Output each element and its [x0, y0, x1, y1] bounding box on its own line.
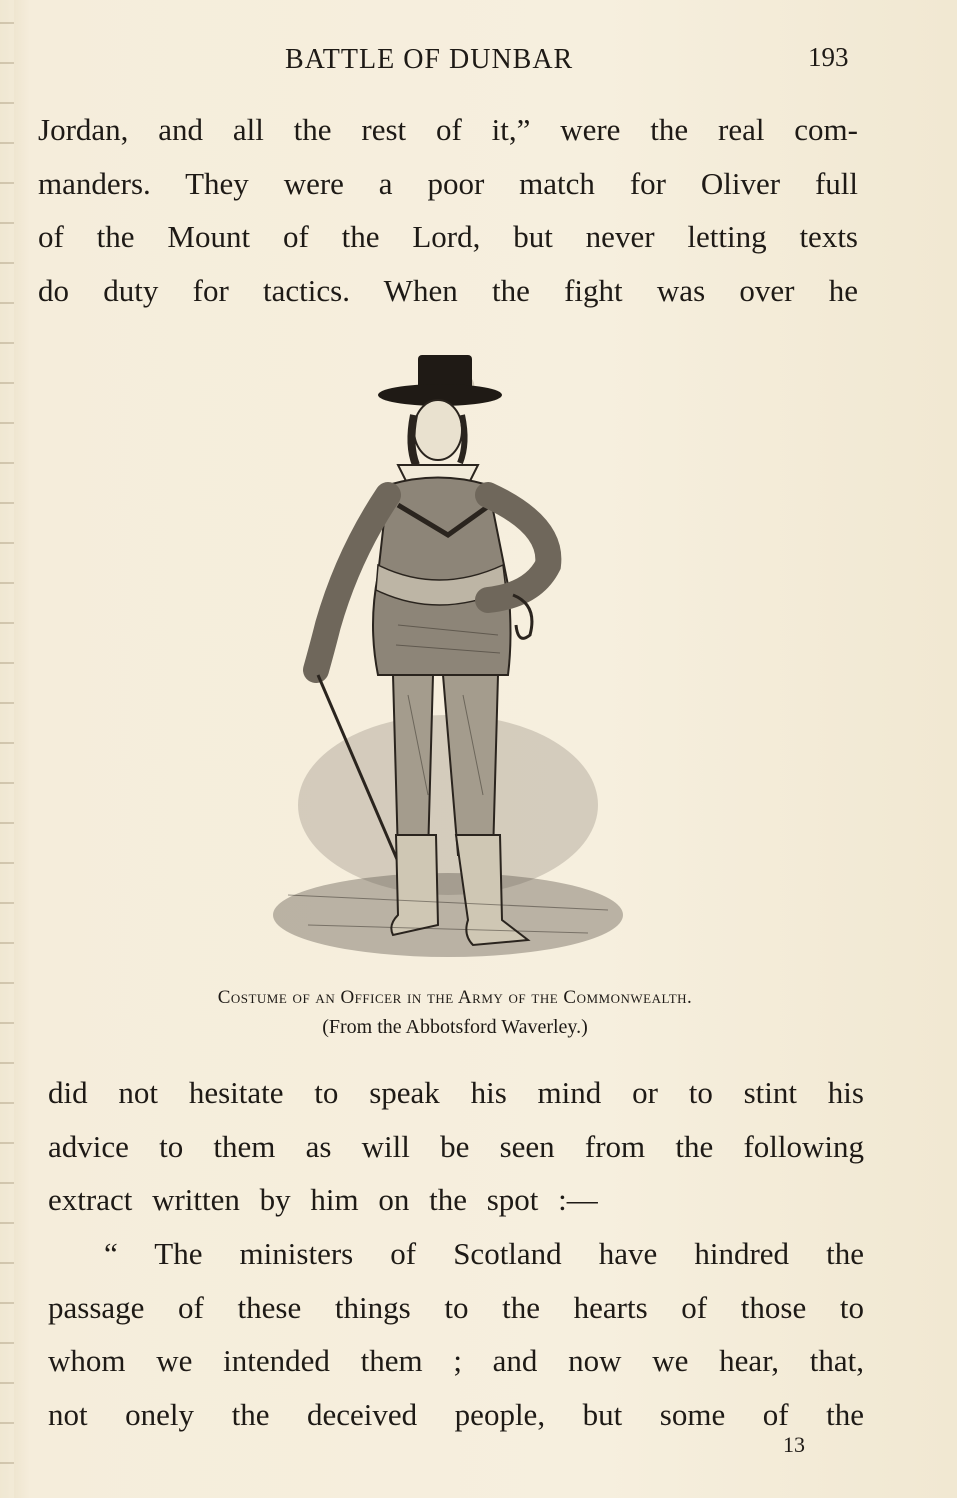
text-line: extract written by him on the spot :— [48, 1182, 598, 1217]
text-line: of the Mount of the Lord, but never letting texts [38, 219, 858, 254]
text-line: whom we intended them ; and now we hear, that, [48, 1343, 864, 1378]
text-line: do duty for tactics. When the fight was over he [38, 272, 858, 308]
paragraph-1 [38, 103, 858, 317]
signature-mark: 13 [783, 1432, 805, 1457]
text-line: not onely the deceived people, but some of the [48, 1396, 864, 1432]
text-line: manders. They were a poor match for Oliver full [38, 165, 858, 201]
text-line: advice to them as will be seen from the following [48, 1128, 864, 1164]
paragraph-3 [48, 1227, 864, 1441]
text-line: Jordan, and all the rest of it,” were the real com- [38, 112, 858, 147]
running-head: BATTLE OF DUNBAR [285, 44, 574, 75]
text-line: “ The ministers of Scotland have hindred the [104, 1236, 864, 1271]
page-number: 193 [808, 42, 849, 72]
text-line: did not hesitate to speak his mind or to stint his [48, 1075, 864, 1110]
text-line: passage of these things to the hearts of those to [48, 1289, 864, 1325]
page-edge [0, 0, 14, 1498]
figure-caption: Costume of an Officer in the Army of the Commonwealth. [217, 987, 693, 1008]
paragraph-2 [48, 1066, 864, 1227]
figure-source: (From the Abbotsford Waverley.) [322, 1016, 588, 1038]
officer-engraving [268, 335, 628, 970]
